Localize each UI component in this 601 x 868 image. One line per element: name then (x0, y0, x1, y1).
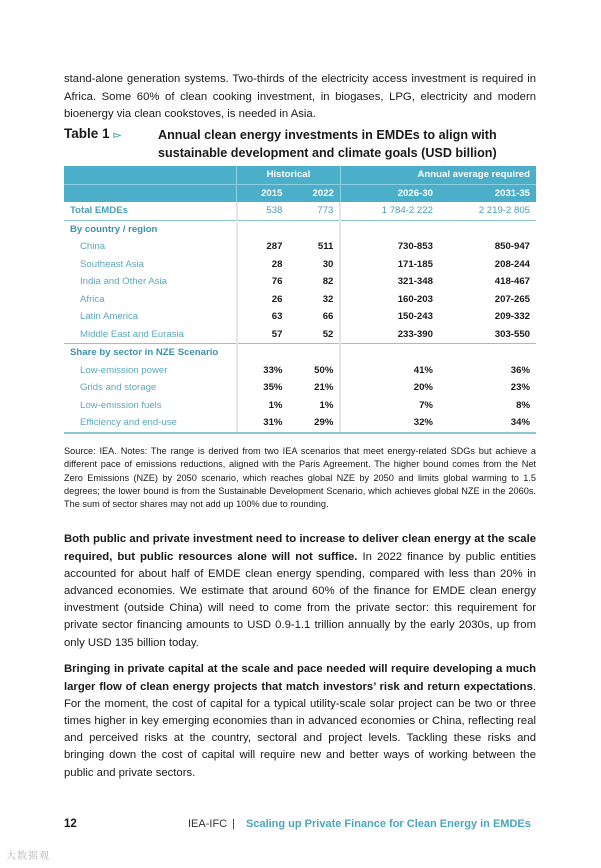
paragraph-body: In 2022 finance by public entities accounted for about half of EMDE clean energy spending, compared with less than 20% in advanced economies. We estimate that around 60% of the finance for EMDE clean energy investment (outside China) will need to come from the private sector: this requirement for private sector financing amounts to USD 0.9-1.1 trillion annually by the early 2030s, up from only USD 135 billion today. (64, 550, 536, 649)
column-header: 2026-30 (340, 184, 439, 202)
cell: 7% (419, 399, 433, 411)
row-label: Africa (64, 291, 237, 309)
cell: 57 (237, 326, 289, 344)
paragraph-lead: Both public and private investment need to increase to deliver clean energy at the scale required, but public resources alone will not suffice. (64, 533, 536, 563)
cell: 50% (288, 362, 340, 380)
cell: 303-550 (439, 326, 536, 344)
header-group-required: Annual average required (340, 166, 536, 184)
cell: 76 (271, 276, 283, 288)
intro-paragraph: stand-alone generation systems. Two-thirds of the electricity access investment is required in Africa. Some 60% of clean cooking investment, in biogases, LPG, electricity and modern bioenergy via clean cookstoves, is needed in Asia. (64, 73, 536, 120)
row-label: Low-emission fuels (64, 397, 237, 415)
section-header-sector (64, 344, 536, 362)
header-blank (64, 184, 237, 202)
footer-separator: | (232, 818, 235, 830)
cell: 82 (288, 273, 340, 291)
table-row (64, 414, 536, 433)
cell: 321-348 (397, 276, 433, 288)
cell: 66 (288, 308, 340, 326)
column-header: 2022 (288, 184, 340, 202)
cell: 1% (268, 399, 283, 411)
cell: 150-243 (397, 311, 433, 323)
table-label (64, 126, 121, 141)
cell: 29% (288, 414, 340, 433)
cell: 418-467 (494, 276, 530, 288)
cell: 171-185 (397, 258, 433, 270)
table-row (64, 397, 536, 415)
cell: 21% (288, 379, 340, 397)
cell: 34% (439, 414, 536, 433)
cell: 8% (516, 399, 530, 411)
section-header-region (64, 220, 536, 238)
paragraph-body: . For the moment, the cost of capital for a typical utility-scale solar project can be two or three times higher in key emerging economies than in advanced economies or China, reflecting real and perceived risks at the country, sectoral and project levels. Tackling these risks and bringing down the cost of capital will require new and better ways of working between the public and private sectors. (64, 680, 536, 779)
page-footer (0, 818, 601, 838)
column-header: 2015 (237, 184, 289, 202)
table-notes: Source: IEA. Notes: The range is derived from two IEA scenarios that meet energy-related SDGs but achieve a different pace of emissions reductions, aligned with the Paris Agreement. The higher bound comes from the Net Zero Emissions (NZE) by 2050 scenario, which reaches global NZE by 2050 and limits global warming to 1.5 degrees; the lower bound is from the Sustainable Development Scenario, which achieves global NZE in the 2060s. The sum of sector shares may not add up 100% due to rounding. (64, 446, 536, 509)
table-row (64, 256, 536, 274)
table-title: Annual clean energy investments in EMDEs to align with sustainable development and climate goals (USD billion) (158, 128, 497, 160)
paragraph-lead: Bringing in private capital at the scale and pace needed will require developing a much larger flow of clean energy projects that match investors’ risk and return expectations (64, 663, 536, 693)
cell: 207-265 (494, 293, 530, 305)
table-row (64, 308, 536, 326)
cell: 41% (413, 364, 433, 376)
table-row (64, 238, 536, 256)
table-row-total (64, 202, 536, 220)
header-group-historical: Historical (237, 166, 341, 184)
row-label: Low-emission power (64, 362, 237, 380)
watermark: 大数据观 (6, 851, 50, 862)
cell: 30 (288, 256, 340, 274)
column-header: 2031-35 (439, 184, 536, 202)
row-label: China (64, 238, 237, 256)
cell: 1 784-2 222 (340, 202, 439, 220)
paragraph-private-capital (64, 661, 536, 781)
footer-publication-title: Scaling up Private Finance for Clean Energy in EMDEs (246, 818, 531, 830)
cell: 20% (413, 382, 433, 394)
cell: 28 (271, 258, 283, 270)
cell: 23% (510, 382, 530, 394)
investment-table (64, 166, 536, 434)
cell: 511 (288, 238, 340, 256)
header-blank (64, 166, 237, 184)
cell: 538 (237, 202, 289, 220)
row-label: Efficiency and end-use (64, 414, 237, 433)
paragraph-public-private (64, 531, 536, 651)
cell: 32 (288, 291, 340, 309)
cell: 26 (271, 293, 283, 305)
cell: 52 (288, 326, 340, 344)
row-label: Total EMDEs (64, 202, 237, 220)
row-label: Latin America (64, 308, 237, 326)
cell: 287 (266, 241, 283, 253)
row-label: India and Other Asia (64, 273, 237, 291)
row-label: Grids and storage (64, 379, 237, 397)
cell: 208-244 (494, 258, 530, 270)
cell: 36% (510, 364, 530, 376)
table-row (64, 326, 536, 344)
cell: 32% (340, 414, 439, 433)
table-number: Table 1 (64, 126, 110, 141)
row-label: Southeast Asia (64, 256, 237, 274)
cell: 35% (263, 382, 283, 394)
cell: 2 219-2 805 (439, 202, 536, 220)
cell: 63 (271, 311, 283, 323)
cell: 773 (288, 202, 340, 220)
table-row (64, 273, 536, 291)
page-number: 12 (64, 818, 77, 830)
section-label: By country / region (64, 220, 237, 238)
table-row (64, 291, 536, 309)
table-row (64, 379, 536, 397)
triangle-icon: ▻ (113, 130, 122, 141)
cell: 31% (237, 414, 289, 433)
cell: 33% (263, 364, 283, 376)
cell: 1% (288, 397, 340, 415)
cell: 160-203 (397, 293, 433, 305)
footer-org: IEA-IFC (188, 818, 228, 830)
row-label: Middle East and Eurasia (64, 326, 237, 344)
cell: 850-947 (494, 241, 530, 253)
cell: 233-390 (340, 326, 439, 344)
cell: 730-853 (397, 241, 433, 253)
section-label: Share by sector in NZE Scenario (64, 344, 237, 362)
table-row (64, 362, 536, 380)
cell: 209-332 (494, 311, 530, 323)
